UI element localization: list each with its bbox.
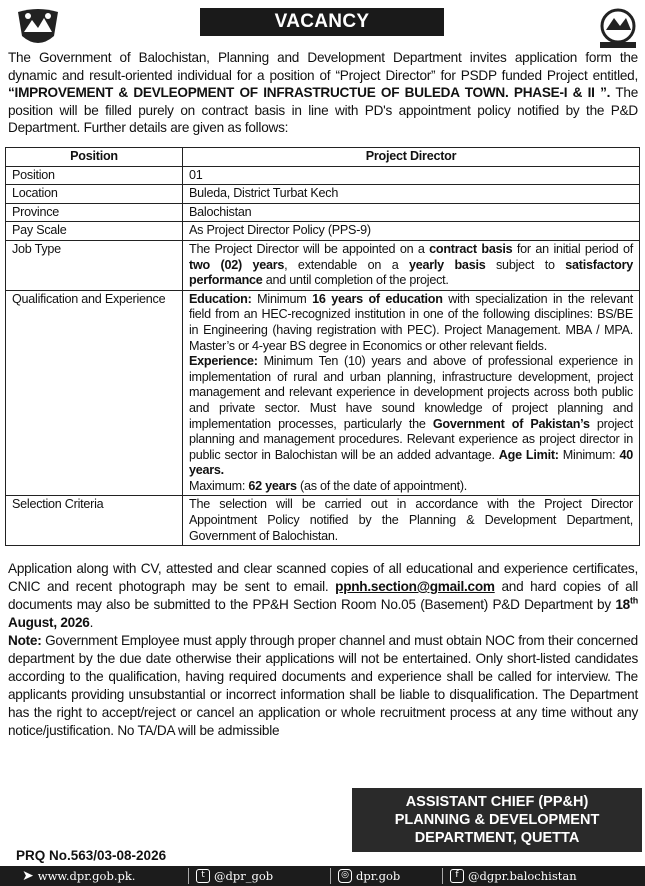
signature-line: DEPARTMENT, QUETTA — [414, 830, 580, 846]
divider — [442, 868, 443, 884]
text: for an initial period of — [512, 241, 633, 256]
row-value: The selection will be carried out in accordance with the Project Director Appointment Policy notified by the Planning & Development Department, Government of Balochistan. — [183, 496, 640, 546]
text: and hard copies of all documents may also be submitted to the PP&H Section Room No.05 (Basement) P&D Department by — [8, 579, 638, 612]
text: Minimum: — [558, 447, 620, 462]
application-paragraph — [8, 560, 638, 740]
balochistan-emblem-icon — [14, 6, 62, 50]
text: subject to — [485, 257, 566, 272]
instagram-handle[interactable]: dpr.gob — [356, 869, 401, 883]
date-suffix: th — [630, 595, 638, 606]
text: . — [89, 615, 94, 630]
emphasis: 16 years of education — [312, 291, 443, 306]
row-value: As Project Director Policy (PPS-9) — [183, 222, 640, 241]
row-label: Job Type — [6, 240, 183, 290]
age-limit-label: Age Limit: — [498, 447, 559, 462]
emphasis: yearly basis — [409, 257, 486, 272]
date-day: 18 — [615, 597, 630, 612]
table-row — [6, 222, 640, 241]
text: Application along with CV, attested and clear scanned copies of all educational and experience certificates, CNIC and recent photograph may be sent to email. — [8, 561, 638, 594]
text: Minimum — [251, 291, 313, 306]
note-text: Government Employee must apply through proper channel and must obtain NOC from their concerned department by the due date otherwise their applications will not be entertained. Only short-listed candidates according to the qualification, having required documents and experience shall be called for interview. The applicants providing unsubstantial or incorrect information shall be liable to disqualification. The Department has the right to accept/reject or cancel an application or whole recruitment process at any time without any notice/justification. No TA/DA will be admissible — [8, 633, 638, 738]
emphasis: two (02) years — [189, 257, 285, 272]
table-row — [6, 240, 640, 290]
signature-line: PLANNING & DEVELOPMENT — [394, 812, 600, 828]
row-label: Selection Criteria — [6, 496, 183, 546]
intro-text-after: The position will be filled purely on contract basis in line with PD's appointment policy notified by the P&D Department. Further details are given as follows: — [8, 85, 639, 135]
divider — [330, 868, 331, 884]
text: project planning and management procedures. Relevant experience as project director in public sector in Balochistan will be an added advantage. — [189, 416, 633, 462]
facebook-handle[interactable]: @dgpr.balochistan — [468, 869, 577, 883]
note-label: Note: — [8, 633, 42, 648]
emphasis: satisfactory performance — [189, 257, 633, 288]
text: , extendable on a — [284, 257, 410, 272]
text: and until completion of the project. — [262, 273, 449, 288]
table-row — [6, 496, 640, 546]
text: (as of the date of appointment). — [296, 478, 468, 493]
qualification-value — [183, 290, 640, 496]
text: The Project Director will be appointed on a — [189, 241, 430, 256]
row-label: Qualification and Experience — [6, 290, 183, 496]
signature-line: ASSISTANT CHIEF (PP&H) — [405, 794, 589, 810]
experience-label: Experience: — [189, 354, 258, 369]
text: with specialization in the relevant field from an HEC-recognized institution in one of the following disciplines: BS/BE in Engineering (having registration with PEC). Project Management. MBA / MPA. Master’s or 4-year BS degree in Economics or other relevant fields. — [189, 291, 633, 353]
email-link[interactable]: ppnh.section@gmail.com — [335, 579, 495, 594]
column-header: Project Director — [183, 148, 640, 167]
facebook-icon: f — [450, 869, 464, 883]
website-link[interactable]: www.dpr.gob.pk. — [37, 869, 136, 883]
intro-paragraph — [8, 49, 638, 137]
vacancy-details-table — [5, 147, 640, 546]
instagram-icon: ◎ — [338, 869, 352, 883]
text: Maximum: — [189, 478, 249, 493]
text: Minimum Ten (10) years and above of professional experience in implementation of rural and urban planning, infrastructure development, project management and relevant experience in development projects across both public and private sector. Must have sound knowledge of project planning and implementation processes, particularly the — [189, 354, 633, 431]
footer-twitter[interactable] — [196, 866, 273, 886]
project-name: “IMPROVEMENT & DEVLEOPMENT OF INFRASTRUCTUE OF BULEDA TOWN. PHASE-I & II ”. — [8, 85, 611, 100]
footer-instagram[interactable] — [338, 866, 400, 886]
row-label: Location — [6, 185, 183, 204]
twitter-icon: t — [196, 869, 210, 883]
vacancy-title: VACANCY — [200, 8, 444, 36]
table-row — [6, 166, 640, 185]
education-label: Education: — [189, 291, 252, 306]
row-label: Province — [6, 203, 183, 222]
prq-number: PRQ No.563/03-08-2026 — [16, 848, 167, 863]
cursor-icon: ➤ — [22, 868, 34, 884]
table-row — [6, 185, 640, 204]
row-label: Position — [6, 166, 183, 185]
row-value: 01 — [183, 166, 640, 185]
footer-bar — [0, 866, 645, 886]
twitter-handle[interactable]: @dpr_gob — [214, 869, 274, 883]
date-rest: August, 2026 — [8, 615, 90, 630]
footer-website[interactable] — [22, 866, 135, 886]
job-type-value — [183, 240, 640, 290]
table-header-row — [6, 148, 640, 167]
row-label: Pay Scale — [6, 222, 183, 241]
table-row — [6, 203, 640, 222]
emphasis: contract basis — [429, 241, 513, 256]
emphasis: Government of Pakistan’s — [432, 416, 590, 431]
dpr-logo-icon — [594, 6, 642, 50]
intro-text: The Government of Balochistan, Planning and Development Department invites application form the dynamic and result-oriented individual for a position of “Project Director” for PSDP funded Project entitled, — [8, 50, 638, 83]
footer-facebook[interactable] — [450, 866, 577, 886]
column-header: Position — [6, 148, 183, 167]
age-min: 40 years. — [189, 447, 633, 478]
row-value: Buleda, District Turbat Kech — [183, 185, 640, 204]
row-value: Balochistan — [183, 203, 640, 222]
signature-block — [352, 788, 642, 852]
divider — [188, 868, 189, 884]
age-max: 62 years — [248, 478, 297, 493]
table-row — [6, 290, 640, 496]
